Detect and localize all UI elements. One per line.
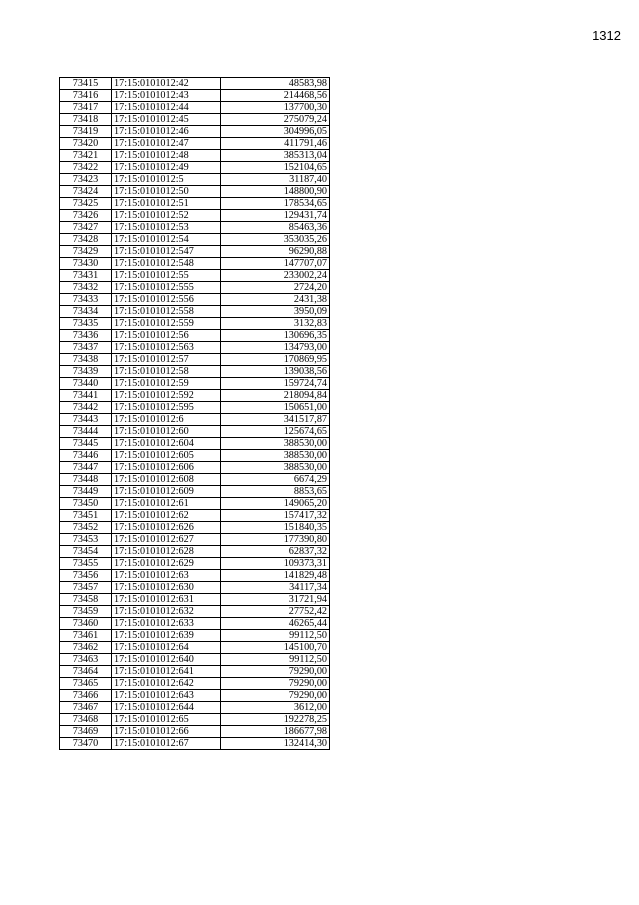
cadastral-value: 134793,00: [221, 342, 330, 354]
row-number: 73437: [60, 342, 112, 354]
cadastral-value: 79290,00: [221, 666, 330, 678]
table-row: [60, 582, 330, 594]
cadastral-value: 148800,90: [221, 186, 330, 198]
table-row: [60, 114, 330, 126]
cadastral-value: 385313,04: [221, 150, 330, 162]
cadastral-number: 17:15:0101012:5: [112, 174, 221, 186]
cadastral-value: 150651,00: [221, 402, 330, 414]
row-number: 73438: [60, 354, 112, 366]
row-number: 73417: [60, 102, 112, 114]
cadastral-value: 178534,65: [221, 198, 330, 210]
row-number: 73441: [60, 390, 112, 402]
cadastral-value: 2431,38: [221, 294, 330, 306]
cadastral-number: 17:15:0101012:67: [112, 738, 221, 750]
table-row: [60, 366, 330, 378]
table-row: [60, 714, 330, 726]
row-number: 73434: [60, 306, 112, 318]
cadastral-value: 192278,25: [221, 714, 330, 726]
cadastral-value: 6674,29: [221, 474, 330, 486]
cadastral-number: 17:15:0101012:633: [112, 618, 221, 630]
row-number: 73451: [60, 510, 112, 522]
cadastral-value-table: [59, 77, 330, 750]
cadastral-number: 17:15:0101012:65: [112, 714, 221, 726]
table-row: [60, 282, 330, 294]
table-row: [60, 618, 330, 630]
cadastral-number: 17:15:0101012:62: [112, 510, 221, 522]
cadastral-value: 99112,50: [221, 630, 330, 642]
row-number: 73456: [60, 570, 112, 582]
cadastral-value: 125674,65: [221, 426, 330, 438]
row-number: 73431: [60, 270, 112, 282]
table-row: [60, 198, 330, 210]
row-number: 73458: [60, 594, 112, 606]
cadastral-value: 149065,20: [221, 498, 330, 510]
table-row: [60, 390, 330, 402]
cadastral-number: 17:15:0101012:604: [112, 438, 221, 450]
cadastral-value: 145100,70: [221, 642, 330, 654]
row-number: 73427: [60, 222, 112, 234]
table-row: [60, 666, 330, 678]
cadastral-number: 17:15:0101012:547: [112, 246, 221, 258]
table-row: [60, 222, 330, 234]
table-row: [60, 510, 330, 522]
table-row: [60, 78, 330, 90]
cadastral-number: 17:15:0101012:606: [112, 462, 221, 474]
cadastral-number: 17:15:0101012:63: [112, 570, 221, 582]
cadastral-number: 17:15:0101012:609: [112, 486, 221, 498]
row-number: 73449: [60, 486, 112, 498]
cadastral-value: 388530,00: [221, 438, 330, 450]
cadastral-number: 17:15:0101012:563: [112, 342, 221, 354]
cadastral-number: 17:15:0101012:556: [112, 294, 221, 306]
row-number: 73428: [60, 234, 112, 246]
table-row: [60, 90, 330, 102]
cadastral-number: 17:15:0101012:630: [112, 582, 221, 594]
cadastral-number: 17:15:0101012:64: [112, 642, 221, 654]
cadastral-number: 17:15:0101012:641: [112, 666, 221, 678]
table-row: [60, 702, 330, 714]
cadastral-number: 17:15:0101012:46: [112, 126, 221, 138]
table-row: [60, 738, 330, 750]
table-row: [60, 498, 330, 510]
cadastral-value: 99112,50: [221, 654, 330, 666]
table-row: [60, 642, 330, 654]
cadastral-number: 17:15:0101012:642: [112, 678, 221, 690]
cadastral-number: 17:15:0101012:55: [112, 270, 221, 282]
cadastral-value: 3612,00: [221, 702, 330, 714]
table-row: [60, 690, 330, 702]
row-number: 73436: [60, 330, 112, 342]
cadastral-value: 152104,65: [221, 162, 330, 174]
cadastral-number: 17:15:0101012:53: [112, 222, 221, 234]
cadastral-number: 17:15:0101012:42: [112, 78, 221, 90]
cadastral-value: 388530,00: [221, 462, 330, 474]
table-row: [60, 594, 330, 606]
cadastral-number: 17:15:0101012:54: [112, 234, 221, 246]
table-row: [60, 546, 330, 558]
table-row: [60, 630, 330, 642]
row-number: 73469: [60, 726, 112, 738]
row-number: 73446: [60, 450, 112, 462]
cadastral-number: 17:15:0101012:61: [112, 498, 221, 510]
table-row: [60, 354, 330, 366]
table-row: [60, 318, 330, 330]
row-number: 73470: [60, 738, 112, 750]
table-row: [60, 570, 330, 582]
cadastral-value: 48583,98: [221, 78, 330, 90]
cadastral-number: 17:15:0101012:57: [112, 354, 221, 366]
table-row: [60, 294, 330, 306]
row-number: 73422: [60, 162, 112, 174]
table-row: [60, 342, 330, 354]
cadastral-number: 17:15:0101012:629: [112, 558, 221, 570]
row-number: 73464: [60, 666, 112, 678]
table-row: [60, 726, 330, 738]
row-number: 73466: [60, 690, 112, 702]
row-number: 73442: [60, 402, 112, 414]
cadastral-number: 17:15:0101012:59: [112, 378, 221, 390]
row-number: 73468: [60, 714, 112, 726]
row-number: 73447: [60, 462, 112, 474]
row-number: 73463: [60, 654, 112, 666]
row-number: 73424: [60, 186, 112, 198]
cadastral-number: 17:15:0101012:631: [112, 594, 221, 606]
cadastral-number: 17:15:0101012:60: [112, 426, 221, 438]
cadastral-value: 85463,36: [221, 222, 330, 234]
cadastral-value: 170869,95: [221, 354, 330, 366]
row-number: 73440: [60, 378, 112, 390]
row-number: 73467: [60, 702, 112, 714]
row-number: 73444: [60, 426, 112, 438]
cadastral-number: 17:15:0101012:555: [112, 282, 221, 294]
cadastral-value: 139038,56: [221, 366, 330, 378]
cadastral-value: 388530,00: [221, 450, 330, 462]
cadastral-number: 17:15:0101012:52: [112, 210, 221, 222]
cadastral-number: 17:15:0101012:44: [112, 102, 221, 114]
row-number: 73448: [60, 474, 112, 486]
row-number: 73455: [60, 558, 112, 570]
row-number: 73430: [60, 258, 112, 270]
row-number: 73443: [60, 414, 112, 426]
cadastral-value: 46265,44: [221, 618, 330, 630]
row-number: 73460: [60, 618, 112, 630]
cadastral-number: 17:15:0101012:639: [112, 630, 221, 642]
table-row: [60, 126, 330, 138]
cadastral-value: 3132,83: [221, 318, 330, 330]
cadastral-number: 17:15:0101012:628: [112, 546, 221, 558]
row-number: 73423: [60, 174, 112, 186]
row-number: 73419: [60, 126, 112, 138]
cadastral-number: 17:15:0101012:48: [112, 150, 221, 162]
table-row: [60, 378, 330, 390]
row-number: 73453: [60, 534, 112, 546]
table-row: [60, 654, 330, 666]
cadastral-number: 17:15:0101012:6: [112, 414, 221, 426]
cadastral-number: 17:15:0101012:45: [112, 114, 221, 126]
cadastral-value: 79290,00: [221, 690, 330, 702]
cadastral-value: 151840,35: [221, 522, 330, 534]
cadastral-value: 96290,88: [221, 246, 330, 258]
row-number: 73418: [60, 114, 112, 126]
cadastral-number: 17:15:0101012:644: [112, 702, 221, 714]
row-number: 73420: [60, 138, 112, 150]
cadastral-value: 411791,46: [221, 138, 330, 150]
cadastral-number: 17:15:0101012:608: [112, 474, 221, 486]
cadastral-number: 17:15:0101012:51: [112, 198, 221, 210]
table-row: [60, 150, 330, 162]
table-row: [60, 534, 330, 546]
row-number: 73459: [60, 606, 112, 618]
cadastral-number: 17:15:0101012:595: [112, 402, 221, 414]
table-body: [60, 78, 330, 750]
row-number: 73426: [60, 210, 112, 222]
row-number: 73465: [60, 678, 112, 690]
cadastral-value: 137700,30: [221, 102, 330, 114]
cadastral-number: 17:15:0101012:559: [112, 318, 221, 330]
page-number: 1312: [592, 28, 621, 43]
cadastral-value: 157417,32: [221, 510, 330, 522]
table-row: [60, 402, 330, 414]
table-row: [60, 270, 330, 282]
cadastral-number: 17:15:0101012:643: [112, 690, 221, 702]
table-row: [60, 234, 330, 246]
cadastral-number: 17:15:0101012:626: [112, 522, 221, 534]
cadastral-number: 17:15:0101012:43: [112, 90, 221, 102]
table-row: [60, 102, 330, 114]
cadastral-number: 17:15:0101012:56: [112, 330, 221, 342]
table-row: [60, 438, 330, 450]
cadastral-value: 3950,09: [221, 306, 330, 318]
cadastral-value: 141829,48: [221, 570, 330, 582]
row-number: 73416: [60, 90, 112, 102]
table-row: [60, 258, 330, 270]
table-row: [60, 462, 330, 474]
cadastral-value: 233002,24: [221, 270, 330, 282]
cadastral-value: 34117,34: [221, 582, 330, 594]
cadastral-value: 147707,07: [221, 258, 330, 270]
cadastral-number: 17:15:0101012:58: [112, 366, 221, 378]
cadastral-number: 17:15:0101012:627: [112, 534, 221, 546]
table-row: [60, 486, 330, 498]
table-row: [60, 330, 330, 342]
row-number: 73415: [60, 78, 112, 90]
cadastral-value: 218094,84: [221, 390, 330, 402]
cadastral-value: 62837,32: [221, 546, 330, 558]
cadastral-value: 341517,87: [221, 414, 330, 426]
cadastral-number: 17:15:0101012:632: [112, 606, 221, 618]
cadastral-number: 17:15:0101012:640: [112, 654, 221, 666]
cadastral-value: 2724,20: [221, 282, 330, 294]
row-number: 73461: [60, 630, 112, 642]
table-row: [60, 606, 330, 618]
cadastral-value: 31187,40: [221, 174, 330, 186]
row-number: 73454: [60, 546, 112, 558]
cadastral-value: 177390,80: [221, 534, 330, 546]
row-number: 73435: [60, 318, 112, 330]
table-row: [60, 414, 330, 426]
cadastral-value: 27752,42: [221, 606, 330, 618]
table-row: [60, 450, 330, 462]
cadastral-value: 130696,35: [221, 330, 330, 342]
row-number: 73439: [60, 366, 112, 378]
row-number: 73432: [60, 282, 112, 294]
table-row: [60, 138, 330, 150]
cadastral-value: 304996,05: [221, 126, 330, 138]
cadastral-number: 17:15:0101012:66: [112, 726, 221, 738]
row-number: 73445: [60, 438, 112, 450]
row-number: 73462: [60, 642, 112, 654]
cadastral-number: 17:15:0101012:592: [112, 390, 221, 402]
cadastral-number: 17:15:0101012:548: [112, 258, 221, 270]
cadastral-value: 275079,24: [221, 114, 330, 126]
table-row: [60, 474, 330, 486]
cadastral-number: 17:15:0101012:47: [112, 138, 221, 150]
cadastral-value: 186677,98: [221, 726, 330, 738]
cadastral-number: 17:15:0101012:49: [112, 162, 221, 174]
table-row: [60, 186, 330, 198]
table-row: [60, 678, 330, 690]
cadastral-value: 353035,26: [221, 234, 330, 246]
table-row: [60, 210, 330, 222]
cadastral-value: 132414,30: [221, 738, 330, 750]
cadastral-number: 17:15:0101012:50: [112, 186, 221, 198]
cadastral-value: 8853,65: [221, 486, 330, 498]
row-number: 73450: [60, 498, 112, 510]
cadastral-value: 31721,94: [221, 594, 330, 606]
table-row: [60, 426, 330, 438]
cadastral-value: 159724,74: [221, 378, 330, 390]
row-number: 73457: [60, 582, 112, 594]
table-row: [60, 522, 330, 534]
table-row: [60, 162, 330, 174]
cadastral-number: 17:15:0101012:558: [112, 306, 221, 318]
row-number: 73433: [60, 294, 112, 306]
row-number: 73425: [60, 198, 112, 210]
cadastral-value: 214468,56: [221, 90, 330, 102]
table-row: [60, 174, 330, 186]
row-number: 73429: [60, 246, 112, 258]
row-number: 73452: [60, 522, 112, 534]
cadastral-value: 109373,31: [221, 558, 330, 570]
cadastral-number: 17:15:0101012:605: [112, 450, 221, 462]
table-row: [60, 558, 330, 570]
table-row: [60, 306, 330, 318]
cadastral-value: 79290,00: [221, 678, 330, 690]
row-number: 73421: [60, 150, 112, 162]
table-row: [60, 246, 330, 258]
cadastral-value: 129431,74: [221, 210, 330, 222]
